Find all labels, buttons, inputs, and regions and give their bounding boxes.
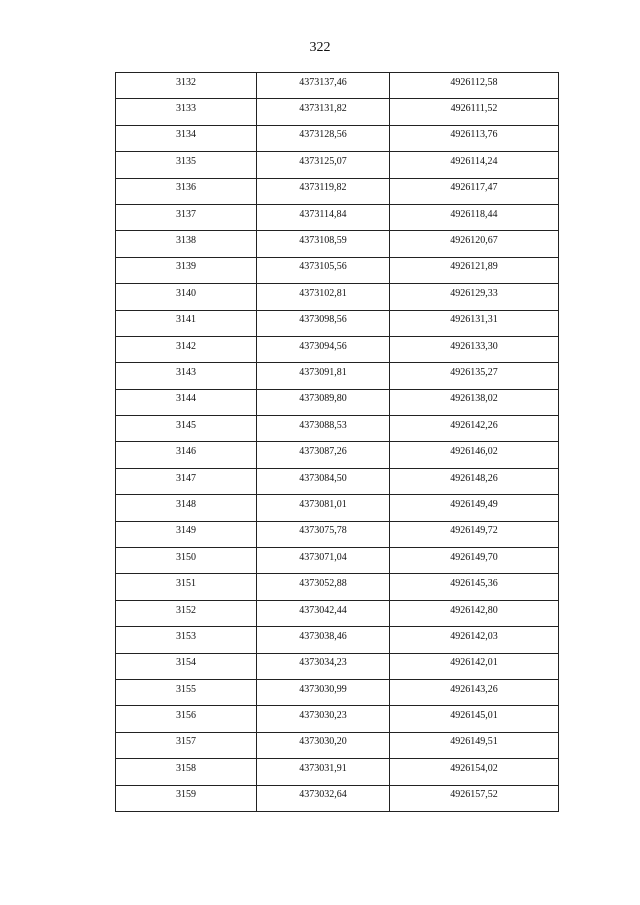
table-row <box>116 152 559 178</box>
table-row <box>116 732 559 758</box>
point-number-cell: 3150 <box>116 548 257 574</box>
x-coordinate-cell: 4373052,88 <box>257 574 390 600</box>
table-row <box>116 125 559 151</box>
table-row <box>116 389 559 415</box>
y-coordinate-cell: 4926157,52 <box>390 785 559 811</box>
y-coordinate-cell: 4926145,01 <box>390 706 559 732</box>
point-number-cell: 3153 <box>116 627 257 653</box>
point-number-cell: 3138 <box>116 231 257 257</box>
x-coordinate-cell: 4373084,50 <box>257 468 390 494</box>
table-row <box>116 759 559 785</box>
table-row <box>116 442 559 468</box>
table-row <box>116 73 559 99</box>
point-number-cell: 3140 <box>116 284 257 310</box>
y-coordinate-cell: 4926131,31 <box>390 310 559 336</box>
point-number-cell: 3145 <box>116 416 257 442</box>
x-coordinate-cell: 4373081,01 <box>257 495 390 521</box>
x-coordinate-cell: 4373031,91 <box>257 759 390 785</box>
y-coordinate-cell: 4926149,49 <box>390 495 559 521</box>
point-number-cell: 3133 <box>116 99 257 125</box>
x-coordinate-cell: 4373038,46 <box>257 627 390 653</box>
page-number: 322 <box>309 40 331 55</box>
x-coordinate-cell: 4373131,82 <box>257 99 390 125</box>
point-number-cell: 3134 <box>116 125 257 151</box>
table-row <box>116 600 559 626</box>
table-row <box>116 416 559 442</box>
y-coordinate-cell: 4926111,52 <box>390 99 559 125</box>
table-row <box>116 785 559 811</box>
x-coordinate-cell: 4373098,56 <box>257 310 390 336</box>
table-row <box>116 706 559 732</box>
y-coordinate-cell: 4926133,30 <box>390 336 559 362</box>
x-coordinate-cell: 4373030,23 <box>257 706 390 732</box>
y-coordinate-cell: 4926149,70 <box>390 548 559 574</box>
x-coordinate-cell: 4373032,64 <box>257 785 390 811</box>
table-row <box>116 257 559 283</box>
point-number-cell: 3158 <box>116 759 257 785</box>
point-number-cell: 3143 <box>116 363 257 389</box>
point-number-cell: 3136 <box>116 178 257 204</box>
x-coordinate-cell: 4373030,20 <box>257 732 390 758</box>
y-coordinate-cell: 4926114,24 <box>390 152 559 178</box>
y-coordinate-cell: 4926121,89 <box>390 257 559 283</box>
y-coordinate-cell: 4926146,02 <box>390 442 559 468</box>
point-number-cell: 3139 <box>116 257 257 283</box>
table-row <box>116 468 559 494</box>
x-coordinate-cell: 4373091,81 <box>257 363 390 389</box>
y-coordinate-cell: 4926138,02 <box>390 389 559 415</box>
table-row <box>116 679 559 705</box>
coordinates-table <box>115 72 559 812</box>
y-coordinate-cell: 4926149,72 <box>390 521 559 547</box>
y-coordinate-cell: 4926142,80 <box>390 600 559 626</box>
y-coordinate-cell: 4926142,01 <box>390 653 559 679</box>
point-number-cell: 3151 <box>116 574 257 600</box>
point-number-cell: 3137 <box>116 204 257 230</box>
table-row <box>116 204 559 230</box>
table-row <box>116 310 559 336</box>
y-coordinate-cell: 4926143,26 <box>390 679 559 705</box>
y-coordinate-cell: 4926142,26 <box>390 416 559 442</box>
x-coordinate-cell: 4373075,78 <box>257 521 390 547</box>
point-number-cell: 3155 <box>116 679 257 705</box>
point-number-cell: 3147 <box>116 468 257 494</box>
table-row <box>116 653 559 679</box>
x-coordinate-cell: 4373125,07 <box>257 152 390 178</box>
x-coordinate-cell: 4373071,04 <box>257 548 390 574</box>
table-row <box>116 231 559 257</box>
table-row <box>116 363 559 389</box>
point-number-cell: 3132 <box>116 73 257 99</box>
y-coordinate-cell: 4926118,44 <box>390 204 559 230</box>
point-number-cell: 3154 <box>116 653 257 679</box>
table-row <box>116 284 559 310</box>
table-row <box>116 521 559 547</box>
table-row <box>116 495 559 521</box>
point-number-cell: 3148 <box>116 495 257 521</box>
coordinates-table-body <box>116 73 559 812</box>
x-coordinate-cell: 4373030,99 <box>257 679 390 705</box>
y-coordinate-cell: 4926117,47 <box>390 178 559 204</box>
point-number-cell: 3152 <box>116 600 257 626</box>
table-row <box>116 627 559 653</box>
x-coordinate-cell: 4373094,56 <box>257 336 390 362</box>
point-number-cell: 3144 <box>116 389 257 415</box>
table-row <box>116 548 559 574</box>
x-coordinate-cell: 4373087,26 <box>257 442 390 468</box>
y-coordinate-cell: 4926145,36 <box>390 574 559 600</box>
table-row <box>116 336 559 362</box>
y-coordinate-cell: 4926154,02 <box>390 759 559 785</box>
point-number-cell: 3141 <box>116 310 257 336</box>
y-coordinate-cell: 4926149,51 <box>390 732 559 758</box>
x-coordinate-cell: 4373034,23 <box>257 653 390 679</box>
y-coordinate-cell: 4926135,27 <box>390 363 559 389</box>
x-coordinate-cell: 4373089,80 <box>257 389 390 415</box>
point-number-cell: 3149 <box>116 521 257 547</box>
x-coordinate-cell: 4373137,46 <box>257 73 390 99</box>
point-number-cell: 3146 <box>116 442 257 468</box>
x-coordinate-cell: 4373114,84 <box>257 204 390 230</box>
point-number-cell: 3135 <box>116 152 257 178</box>
y-coordinate-cell: 4926142,03 <box>390 627 559 653</box>
y-coordinate-cell: 4926113,76 <box>390 125 559 151</box>
table-row <box>116 574 559 600</box>
point-number-cell: 3156 <box>116 706 257 732</box>
point-number-cell: 3142 <box>116 336 257 362</box>
x-coordinate-cell: 4373105,56 <box>257 257 390 283</box>
x-coordinate-cell: 4373128,56 <box>257 125 390 151</box>
y-coordinate-cell: 4926129,33 <box>390 284 559 310</box>
table-row <box>116 99 559 125</box>
table-row <box>116 178 559 204</box>
point-number-cell: 3157 <box>116 732 257 758</box>
x-coordinate-cell: 4373042,44 <box>257 600 390 626</box>
x-coordinate-cell: 4373119,82 <box>257 178 390 204</box>
y-coordinate-cell: 4926148,26 <box>390 468 559 494</box>
point-number-cell: 3159 <box>116 785 257 811</box>
y-coordinate-cell: 4926120,67 <box>390 231 559 257</box>
x-coordinate-cell: 4373108,59 <box>257 231 390 257</box>
x-coordinate-cell: 4373088,53 <box>257 416 390 442</box>
y-coordinate-cell: 4926112,58 <box>390 73 559 99</box>
x-coordinate-cell: 4373102,81 <box>257 284 390 310</box>
